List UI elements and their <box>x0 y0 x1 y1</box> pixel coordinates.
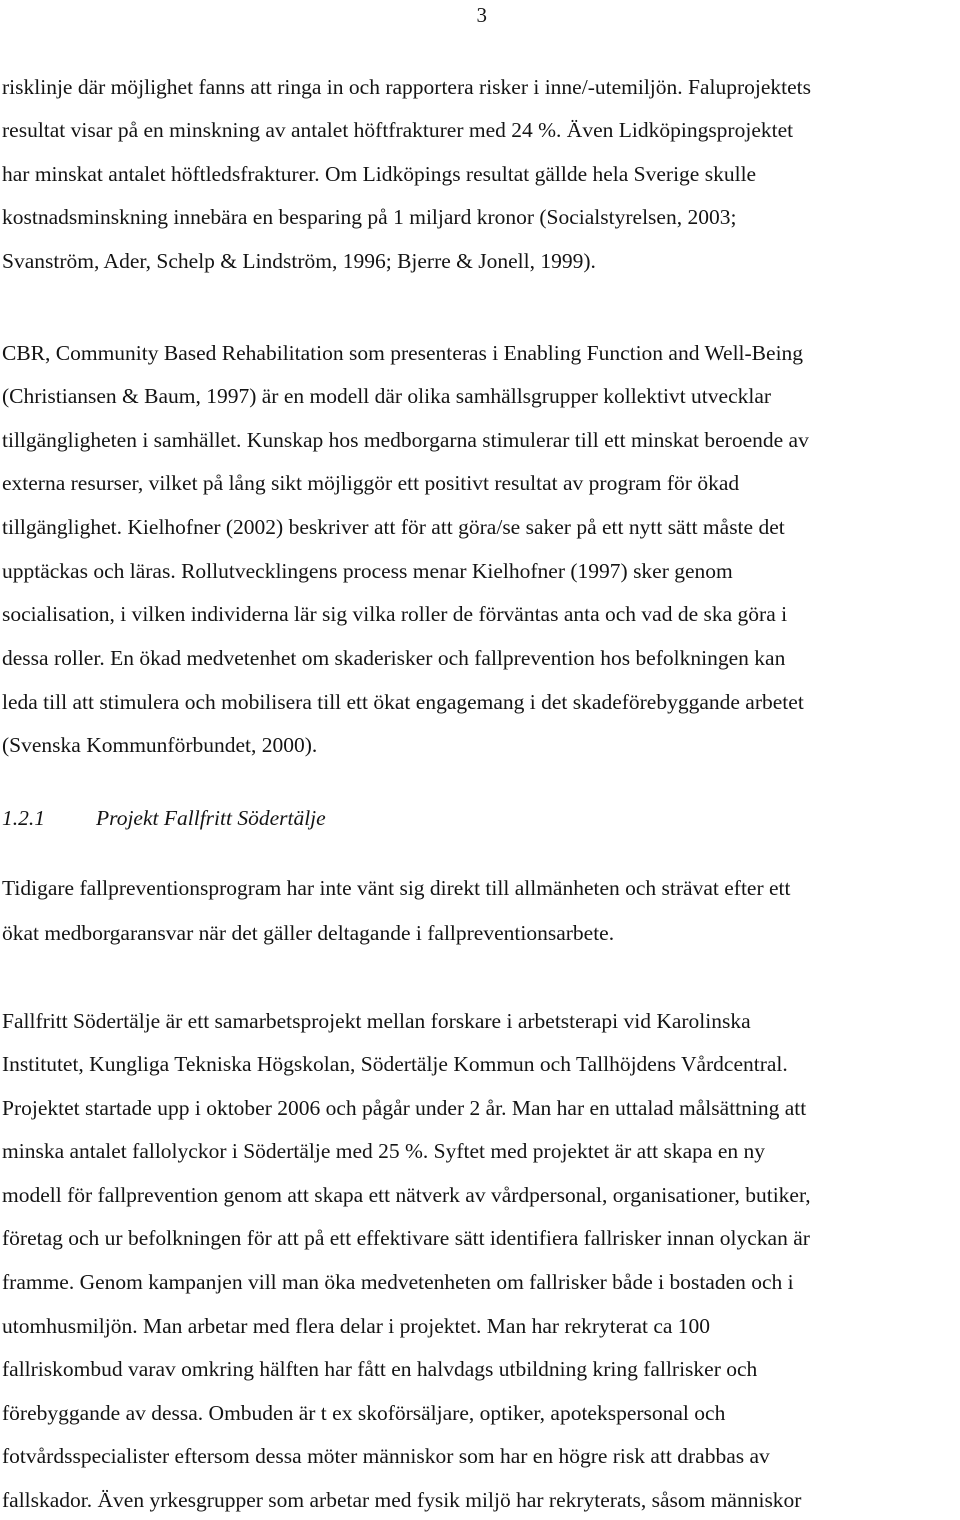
text-line: (Christiansen & Baum, 1997) är en modell där olika samhällsgrupper kollektivt utvecklar <box>2 384 772 408</box>
text-line: tillgängligheten i samhället. Kunskap hos medborgarna stimulerar till ett minskat beroende av <box>2 428 809 452</box>
text-line: Tidigare fallpreventionsprogram har inte vänt sig direkt till allmänheten och strävat efter ett <box>2 876 791 900</box>
text-line: framme. Genom kampanjen vill man öka medvetenheten om fallrisker både i bostaden och i <box>2 1270 794 1294</box>
text-line: CBR, Community Based Rehabilitation som presenteras i Enabling Function and Well-Being <box>2 341 804 365</box>
text-line: dessa roller. En ökad medvetenhet om skaderisker och fallprevention hos befolkningen kan <box>2 646 786 670</box>
text-line: fallskador. Även yrkesgrupper som arbetar med fysik miljö har rekryterats, såsom människor <box>2 1488 802 1512</box>
text-line: företag och ur befolkningen för att på ett effektivare sätt identifiera fallrisker innan olyckan är <box>2 1226 810 1250</box>
text-line: Institutet, Kungliga Tekniska Högskolan, Södertälje Kommun och Tallhöjdens Vårdcentral. <box>2 1052 788 1076</box>
text-line: upptäckas och läras. Rollutvecklingens process menar Kielhofner (1997) sker genom <box>2 559 733 583</box>
text-line: leda till att stimulera och mobilisera till ett ökat engagemang i det skadeförebyggande arbetet <box>2 690 804 714</box>
text-line: kostnadsminskning innebära en besparing på 1 miljard kronor (Socialstyrelsen, 2003; <box>2 205 737 229</box>
text-line: tillgänglighet. Kielhofner (2002) beskriver att för att göra/se saker på ett nytt sätt måste det <box>2 515 785 539</box>
section-number: 1.2.1 <box>2 806 45 830</box>
text-line: Svanström, Ader, Schelp & Lindström, 1996; Bjerre & Jonell, 1999). <box>2 249 596 273</box>
text-line: risklinje där möjlighet fanns att ringa in och rapportera risker i inne/-utemiljön. Faluprojektets <box>2 75 812 99</box>
section-title: Projekt Fallfritt Södertälje <box>96 806 326 830</box>
text-line: har minskat antalet höftledsfrakturer. Om Lidköpings resultat gällde hela Sverige skulle <box>2 162 757 186</box>
text-line: fotvårdsspecialister eftersom dessa möter människor som har en högre risk att drabbas av <box>2 1444 770 1468</box>
text-line: Fallfritt Södertälje är ett samarbetsprojekt mellan forskare i arbetsterapi vid Karolinska <box>2 1009 751 1033</box>
text-line: Projektet startade upp i oktober 2006 och pågår under 2 år. Man har en uttalad målsättning att <box>2 1096 807 1120</box>
text-line: socialisation, i vilken individerna lär sig vilka roller de förväntas anta och vad de ska göra i <box>2 602 788 626</box>
text-line: resultat visar på en minskning av antalet höftfrakturer med 24 %. Även Lidköpingsprojektet <box>2 118 794 142</box>
text-line: ökat medborgaransvar när det gäller deltagande i fallpreventionsarbete. <box>2 921 615 945</box>
text-line: fallriskombud varav omkring hälften har fått en halvdags utbildning kring fallrisker och <box>2 1357 758 1381</box>
text-line: utomhusmiljön. Man arbetar med flera delar i projektet. Man har rekryterat ca 100 <box>2 1314 711 1338</box>
text-line: minska antalet fallolyckor i Södertälje med 25 %. Syftet med projektet är att skapa en ny <box>2 1139 766 1163</box>
text-line: externa resurser, vilket på lång sikt möjliggör ett positivt resultat av program för ökad <box>2 471 740 495</box>
text-line: (Svenska Kommunförbundet, 2000). <box>2 733 318 757</box>
text-line: förebyggande av dessa. Ombuden är t ex skoförsäljare, optiker, apotekspersonal och <box>2 1401 726 1425</box>
page-number: 3 <box>476 3 487 27</box>
text-line: modell för fallprevention genom att skapa ett nätverk av vårdpersonal, organisationer, butiker, <box>2 1183 811 1207</box>
